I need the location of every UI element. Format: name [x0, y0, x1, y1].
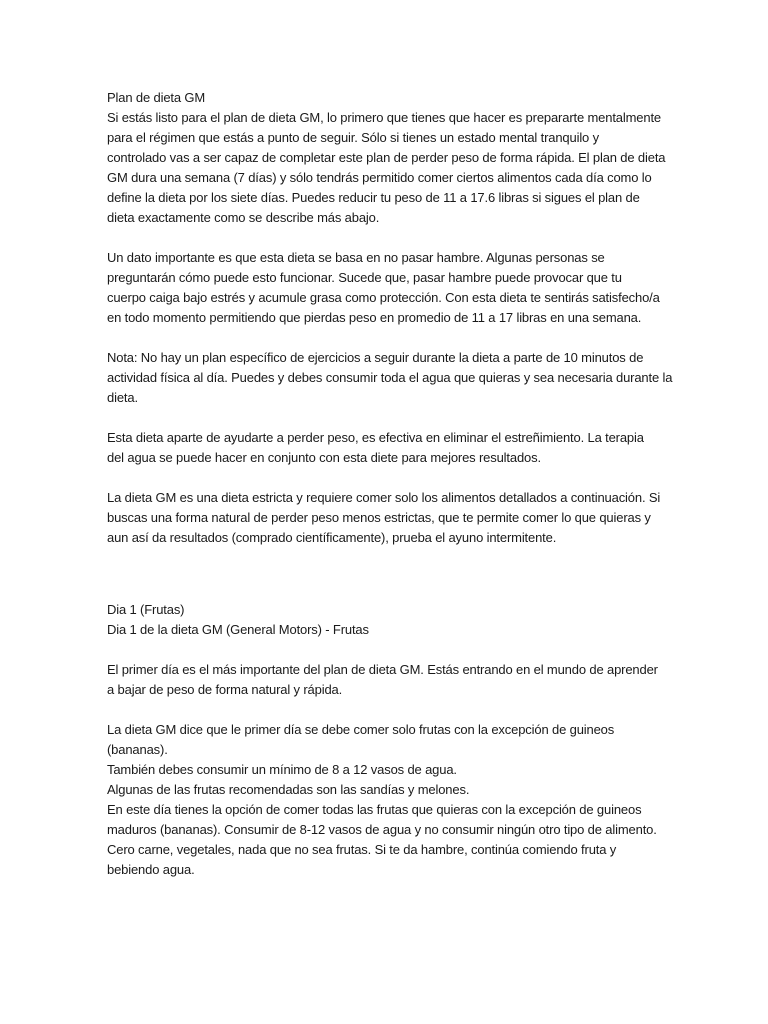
text-line: actividad física al día. Puedes y debes consumir toda el agua que quieras y sea necesaria durante la	[107, 370, 673, 385]
text-line: cuerpo caiga bajo estrés y acumule grasa como protección. Con esta dieta te sentirás satisfecho/a	[107, 290, 660, 305]
text-line: Nota: No hay un plan específico de ejercicios a seguir durante la dieta a parte de 10 minutos de	[107, 350, 644, 365]
text-line: También debes consumir un mínimo de 8 a 12 vasos de agua.	[107, 762, 457, 777]
text-line: a bajar de peso de forma natural y rápida.	[107, 682, 343, 697]
text-line: dieta.	[107, 390, 138, 405]
text-line: En este día tienes la opción de comer todas las frutas que quieras con la excepción de guineos	[107, 802, 642, 817]
paragraph-no-hunger	[107, 248, 667, 328]
text-line: bebiendo agua.	[107, 862, 195, 877]
text-line: El primer día es el más importante del plan de dieta GM. Estás entrando en el mundo de aprender	[107, 662, 658, 677]
paragraph-note	[107, 348, 673, 408]
intro-paragraph	[107, 108, 667, 228]
day1-heading: Dia 1 (Frutas)	[107, 602, 185, 617]
text-line: define la dieta por los siete días. Puedes reducir tu peso de 11 a 17.6 libras si sigues el plan de	[107, 190, 640, 205]
text-line: La dieta GM es una dieta estricta y requiere comer solo los alimentos detallados a continuación. Si	[107, 490, 661, 505]
text-line: maduros (bananas). Consumir de 8-12 vasos de agua y no consumir ningún otro tipo de alimento.	[107, 822, 657, 837]
text-line: Si estás listo para el plan de dieta GM, lo primero que tienes que hacer es prepararte mentalmente	[107, 110, 661, 125]
text-line: Un dato importante es que esta dieta se basa en no pasar hambre. Algunas personas se	[107, 250, 605, 265]
paragraph-constipation	[107, 428, 667, 468]
text-line: para el régimen que estás a punto de seguir. Sólo si tienes un estado mental tranquilo y	[107, 130, 599, 145]
day1-subheading: Dia 1 de la dieta GM (General Motors) - Frutas	[107, 622, 369, 637]
paragraph-strict-diet	[107, 488, 667, 548]
paragraph-first-day	[107, 660, 667, 700]
text-line: preguntarán cómo puede esto funcionar. Sucede que, pasar hambre puede provocar que tu	[107, 270, 622, 285]
text-line: controlado vas a ser capaz de completar este plan de perder peso de forma rápida. El plan de dieta	[107, 150, 666, 165]
text-line: Cero carne, vegetales, nada que no sea frutas. Si te da hambre, continúa comiendo fruta y	[107, 842, 617, 857]
text-line: La dieta GM dice que le primer día se debe comer solo frutas con la excepción de guineos	[107, 722, 615, 737]
document-title: Plan de dieta GM	[107, 90, 206, 105]
text-line: aun así da resultados (comprado científicamente), prueba el ayuno intermitente.	[107, 530, 557, 545]
text-line: buscas una forma natural de perder peso menos estrictas, que te permite comer lo que quieras y	[107, 510, 651, 525]
paragraph-fruits-only	[107, 720, 667, 880]
text-line: dieta exactamente como se describe más abajo.	[107, 210, 380, 225]
document-page	[107, 88, 673, 880]
text-line: del agua se puede hacer en conjunto con esta diete para mejores resultados.	[107, 450, 541, 465]
text-line: en todo momento permitiendo que pierdas peso en promedio de 11 a 17 libras en una semana.	[107, 310, 642, 325]
text-line: Algunas de las frutas recomendadas son las sandías y melones.	[107, 782, 470, 797]
text-line: GM dura una semana (7 días) y sólo tendrás permitido comer ciertos alimentos cada día como lo	[107, 170, 652, 185]
text-line: Esta dieta aparte de ayudarte a perder peso, es efectiva en eliminar el estreñimiento. La terapia	[107, 430, 644, 445]
text-line: (bananas).	[107, 742, 168, 757]
